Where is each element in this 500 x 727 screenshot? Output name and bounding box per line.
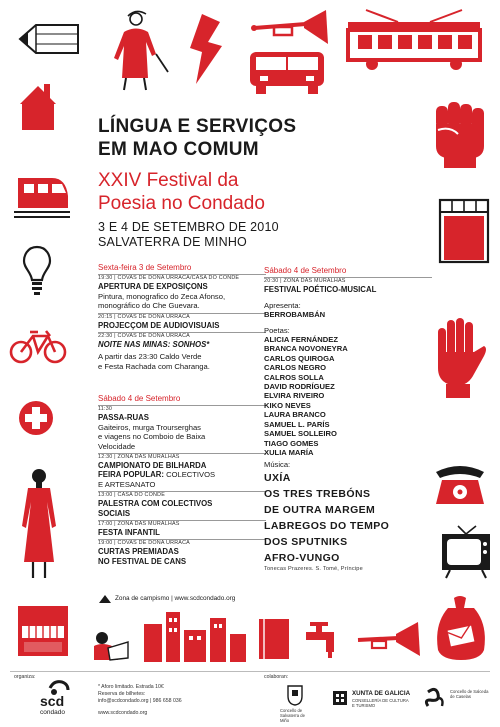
event-title: PROJECÇOM DE AUDIOVISUAIS (98, 320, 220, 330)
slot-time: 12:30 | ZONA DAS MURALHAS (98, 454, 180, 461)
day1-heading: Sexta-feira 3 de Setembro (98, 263, 192, 272)
event-title: PALESTRA COM COLECTIVOS (98, 499, 213, 509)
tap-icon (304, 622, 344, 662)
horn-icon (354, 620, 422, 658)
xunta-line-1: XUNTA DE GALICIA (352, 690, 411, 697)
event-desc: Velocidade (98, 441, 136, 451)
house-icon (18, 80, 58, 132)
reading-child-icon (90, 630, 130, 664)
day2-heading: Sábado 4 de Setembro (98, 394, 181, 403)
lightning-icon (188, 14, 224, 84)
book-icon (256, 616, 292, 662)
poet-name: SAMUEL SOLLEIRO (264, 429, 337, 439)
xunta-line-2: CONSELLERÍA DE CULTURA E TURISMO (352, 698, 409, 708)
train-icon (12, 174, 70, 220)
reserva-label: Reserva de bilhetes: (98, 691, 146, 697)
footer-info (98, 684, 182, 717)
poetas-label: Poetas: (264, 325, 290, 335)
salceda-logo-icon (422, 686, 446, 710)
band-name: DE OUTRA MARGEM (264, 503, 376, 516)
festival-poetico-schedule (264, 266, 432, 573)
poet-name: KIKO NEVES (264, 400, 311, 410)
band-note: Tonecas Prazeres. S. Tomé, Príncipe (264, 565, 363, 572)
trumpet-icon (250, 10, 330, 46)
mailbag-icon (432, 594, 490, 662)
footer-divider (10, 671, 490, 672)
event-desc: COLECTIVOS (166, 470, 216, 480)
poet-name: ELVIRA RIVEIRO (264, 391, 325, 401)
camping-zone-note: Zona de campismo | www.scdcondado.org (115, 595, 236, 602)
festival-place: SALVATERRA DE MINHO (98, 235, 247, 249)
hand-icon (428, 318, 490, 398)
band-name: OS TRES TREBÓNS (264, 487, 371, 500)
poet-name: CARLOS NEGRO (264, 363, 327, 373)
poet-name: TIAGO GOMES (264, 438, 319, 448)
event-desc: Gaiteiros, murga Trourserghas (98, 422, 201, 432)
event-title: CAMPIONATO DE BILHARDA (98, 461, 207, 471)
woman-icon (14, 466, 64, 582)
television-icon (440, 524, 492, 580)
slot-time: 11:30 (98, 406, 113, 413)
event-desc: Pintura, monografico do Zeca Afonso, (98, 291, 226, 301)
band-name: LABREGOS DO TEMPO (264, 519, 390, 532)
poet-name: XULIA MARÍA (264, 447, 314, 457)
poet-name: CARLOS QUIROGA (264, 353, 335, 363)
event-title: NOITE NAS MINAS: SONHOS* (98, 340, 210, 350)
poet-name: ALICIA FERNÁNDEZ (264, 335, 338, 345)
poet-name: SAMUEL L. PARÍS (264, 419, 330, 429)
concello-salvaterra: Concello de Salvaterra de Miño (280, 708, 305, 723)
event-desc: A partir das 23:30 Caldo Verde (98, 352, 202, 362)
festival-dates: 3 E 4 DE SETEMBRO DE 2010 (98, 220, 279, 234)
salvaterra-crest-icon (286, 684, 304, 706)
telephone-icon (432, 462, 488, 508)
day1-schedule (98, 263, 266, 371)
band-name: AFRO-VUNGO (264, 551, 340, 564)
colabora-label: colaboran: (264, 674, 289, 680)
scd-logo: scd (40, 693, 65, 709)
aforo-note: * Aforo limitado. Estrada 10€ (98, 684, 164, 690)
festival-line-1: XXIV Festival da (98, 170, 239, 191)
contact-info: info@scdcondado.org | 986 658 036 (98, 698, 182, 704)
lightbulb-icon (22, 244, 52, 296)
concello-salceda: Concello de Salceda de Caselas (450, 689, 489, 699)
bus-icon (246, 48, 328, 96)
piano-icon (14, 602, 72, 660)
first-aid-icon (18, 400, 54, 436)
event-title: SOCIAIS (98, 508, 131, 518)
title-line-1: LÍNGUA E SERVIÇOS (98, 116, 297, 137)
tram-icon (344, 8, 484, 72)
bed-icon (436, 196, 492, 266)
event-title: CURTAS PREMIADAS (98, 547, 179, 557)
website: www.scdcondado.org (98, 710, 148, 716)
event-desc: monográfico do Che Guevara. (98, 301, 200, 311)
slot-time: 13:00 | CASA DO CONDE (98, 492, 166, 499)
event-title: NO FESTIVAL DE CANS (98, 556, 187, 566)
event-desc: E ARTESANATO (98, 479, 156, 489)
day2-schedule (98, 394, 266, 566)
day2-right-heading: Sábado 4 de Setembro (264, 266, 347, 275)
scd-logo-sub: condado (40, 709, 65, 716)
slot-time: 17:00 | ZONA DAS MURALHAS (98, 521, 180, 528)
poet-name: BRANCA NOVONEYRA (264, 344, 348, 354)
slot-time: 20:30 | ZONA DAS MURALHAS (264, 278, 346, 285)
organiza-label: organiza: (14, 674, 36, 680)
festival-line-2: Poesia no Condado (98, 193, 265, 214)
presenter-name: BERROBAMBÁN (264, 310, 326, 320)
band-name: DOS SPUTNIKS (264, 535, 348, 548)
event-desc: e viagens no Comboio de Baixa (98, 432, 206, 442)
city-icon (142, 604, 248, 664)
poet-name: DAVID RODRÍGUEZ (264, 382, 335, 392)
slot-time: 19:30 | COVAS DE DONA URRACA/CASA DO CONDE (98, 275, 240, 282)
slot-time: 20:15 | COVAS DE DONA URRACA (98, 313, 190, 320)
pencil-icon (16, 16, 86, 62)
event-title: FESTA INFANTIL (98, 528, 160, 538)
fist-icon (432, 100, 488, 168)
event-title: FESTIVAL POÉTICO-MUSICAL (264, 285, 377, 295)
event-title: FEIRA POPULAR: (98, 470, 164, 480)
tent-icon (98, 594, 112, 604)
presenta-label: Apresenta: (264, 300, 301, 310)
bicycle-icon (8, 328, 68, 364)
slot-time: 19:00 | COVAS DE DONA URRACA (98, 540, 190, 547)
xunta-emblem-icon (332, 690, 348, 706)
title-line-2: EM MAO COMUM (98, 139, 259, 160)
slot-time: 22:30 | COVAS DE DONA URRACA (98, 333, 190, 340)
poet-name: LAURA BRANCO (264, 410, 326, 420)
event-title: PASSA-RUAS (98, 413, 149, 423)
event-desc: e Festa Rachada com Charanga. (98, 361, 210, 371)
event-title: APERTURA DE EXPOSIÇONS (98, 282, 208, 292)
painter-icon (102, 8, 174, 92)
band-name: UXÍA (264, 471, 291, 484)
poet-name: CALROS SOLLA (264, 372, 324, 382)
musica-label: Música: (264, 460, 291, 470)
